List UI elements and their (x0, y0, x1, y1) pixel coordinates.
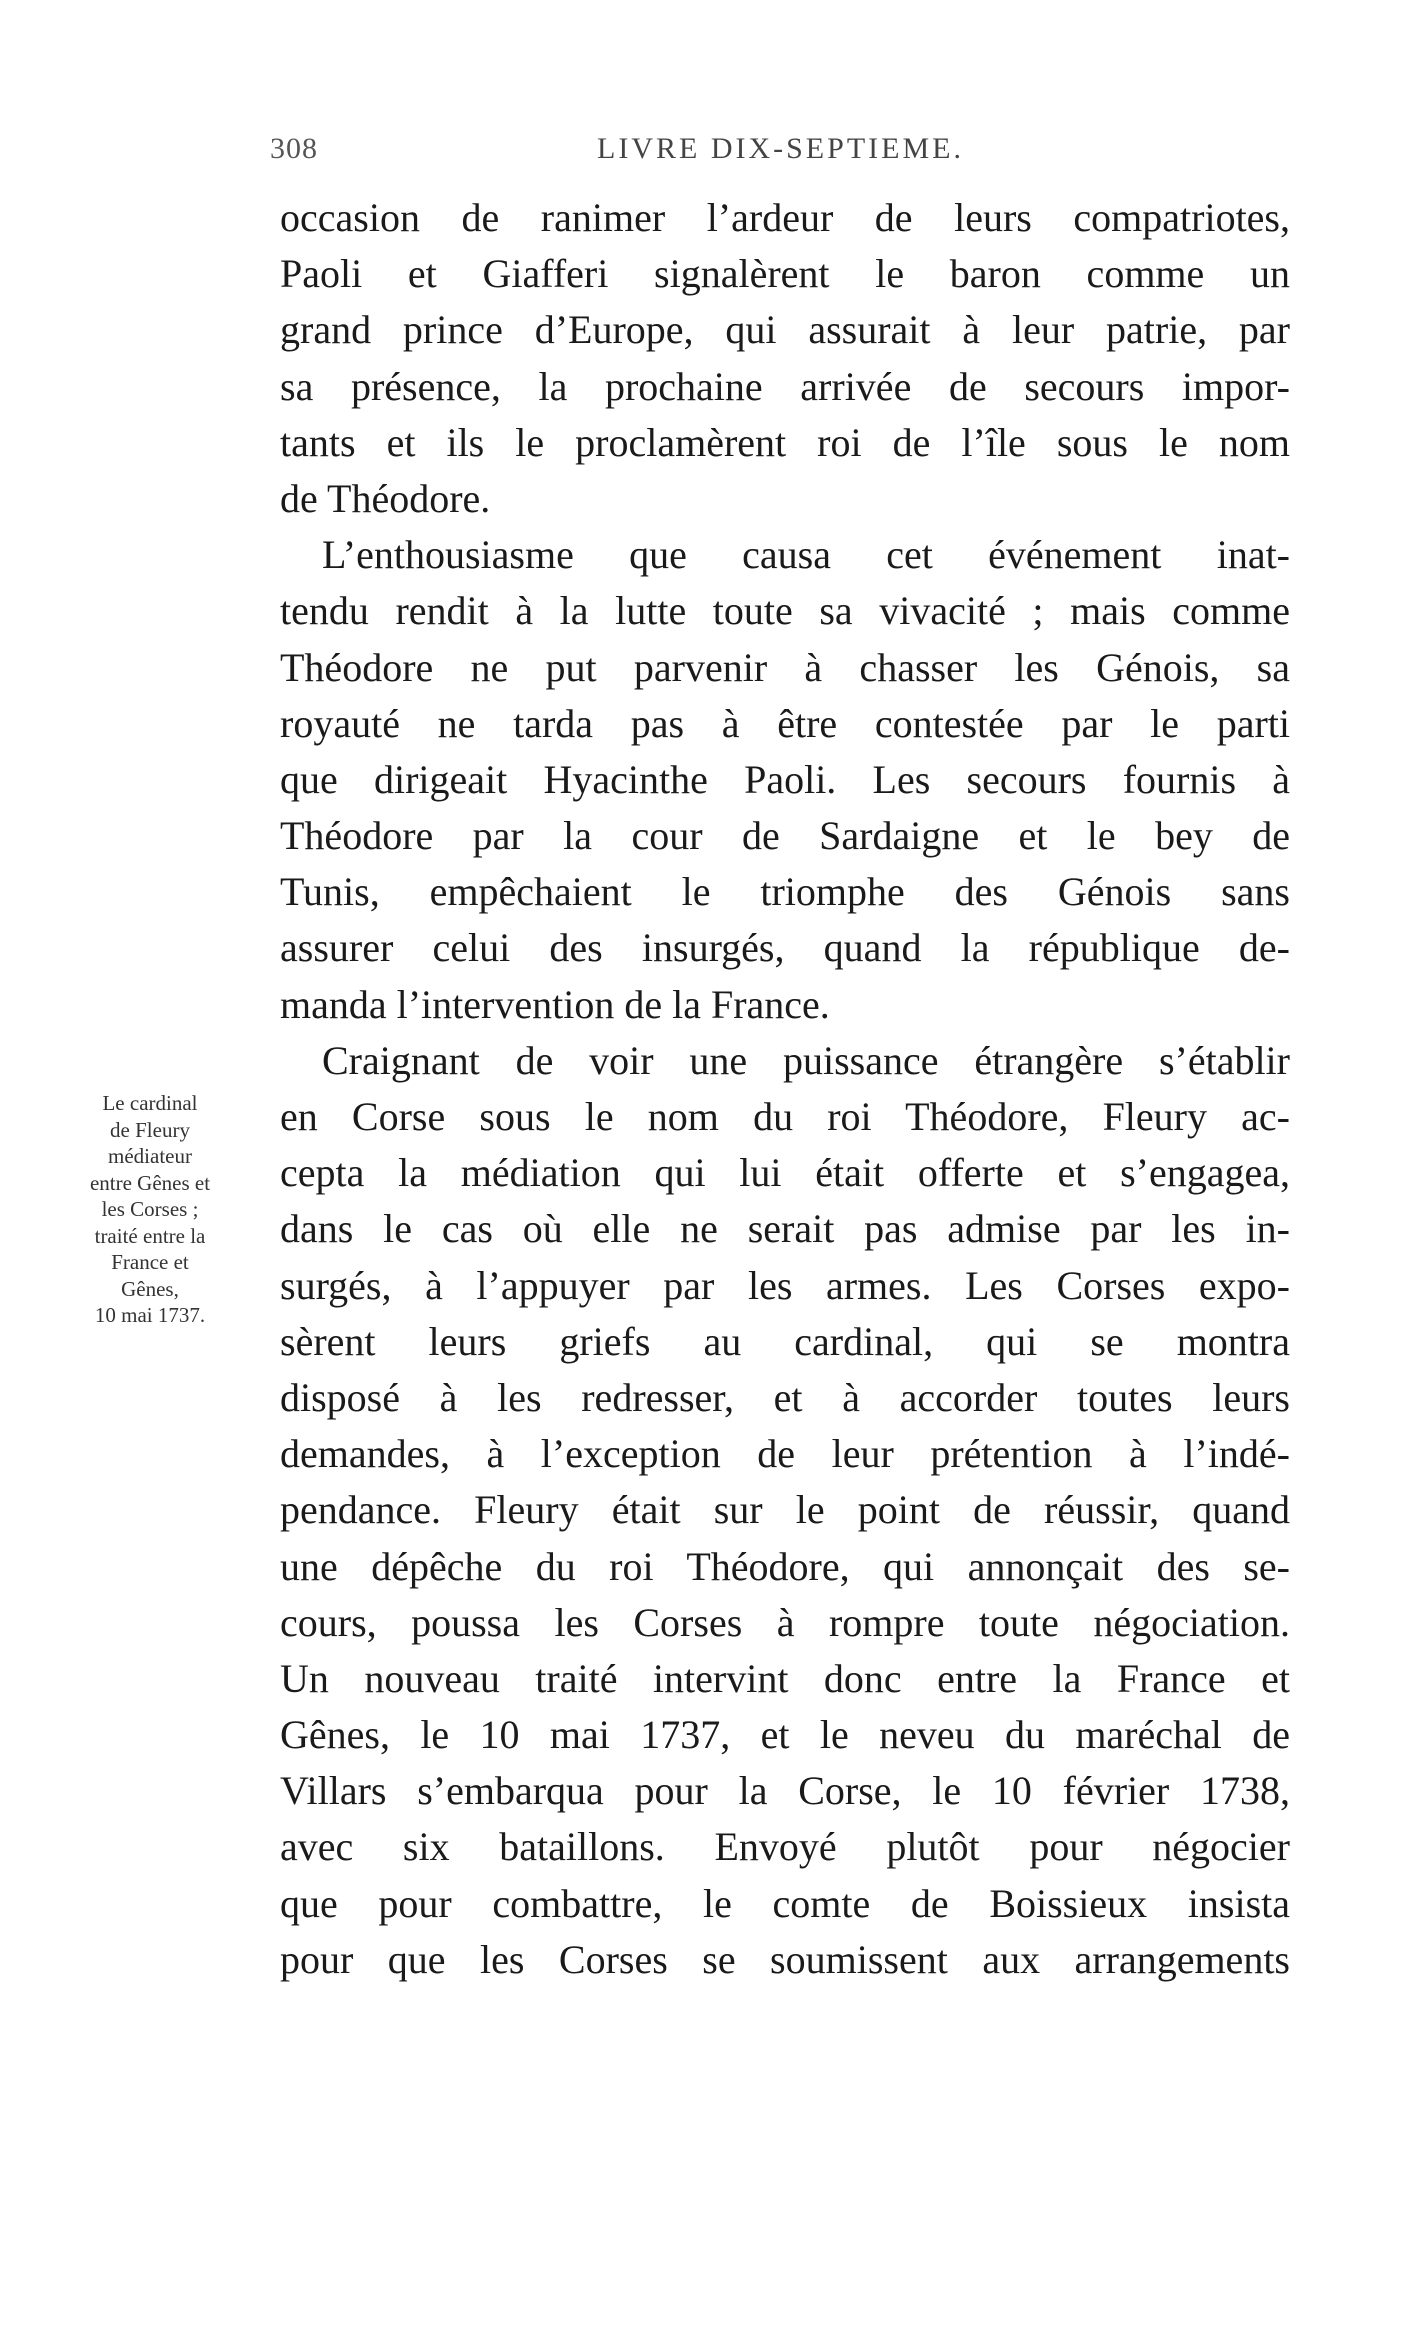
margin-note-line: médiateur (108, 1144, 192, 1168)
text-line: que pour combattre, le comte de Boissieux insista (280, 1880, 1290, 1926)
text-line: sa présence, la prochaine arrivée de secours impor- (280, 363, 1290, 409)
page-number: 308 (270, 132, 318, 165)
text-line: que dirigeait Hyacinthe Paoli. Les secours fournis à (280, 756, 1290, 802)
text-line: pendance. Fleury était sur le point de réussir, quand (280, 1487, 1290, 1533)
margin-note-line: traité entre la (94, 1223, 206, 1248)
text-line: de Théodore. (280, 475, 491, 521)
text-line: Villars s’embarqua pour la Corse, le 10 février 1738, (280, 1768, 1290, 1814)
text-line: une dépêche du roi Théodore, qui annonçait des se- (280, 1543, 1290, 1589)
text-line: Tunis, empêchaient le triomphe des Génois sans (280, 869, 1290, 915)
margin-note-line: France et (111, 1250, 189, 1274)
text-line: grand prince d’Europe, qui assurait à leur patrie, par (280, 307, 1290, 353)
text-line: dans le cas où elle ne serait pas admise par les in- (280, 1206, 1290, 1252)
text-line: Gênes, le 10 mai 1737, et le neveu du maréchal de (280, 1712, 1290, 1758)
text-line: tendu rendit à la lutte toute sa vivacité ; mais comme (280, 588, 1290, 634)
text-line: Craignant de voir une puissance étrangère s’établir (322, 1037, 1290, 1083)
text-line: cepta la médiation qui lui était offerte et s’engagea, (280, 1150, 1290, 1196)
text-line: Théodore par la cour de Sardaigne et le bey de (280, 813, 1290, 859)
text-line: assurer celui des insurgés, quand la république de- (280, 925, 1290, 971)
text-line: avec six bataillons. Envoyé plutôt pour négocier (280, 1824, 1290, 1870)
text-line: pour que les Corses se soumissent aux arrangements (280, 1936, 1290, 1982)
text-line: Paoli et Giafferi signalèrent le baron comme un (280, 251, 1290, 297)
margin-note-line: entre Gênes et (89, 1170, 211, 1195)
text-line: Théodore ne put parvenir à chasser les Génois, sa (280, 644, 1290, 690)
text-line: tants et ils le proclamèrent roi de l’île sous le nom (280, 419, 1290, 465)
margin-note-line: 10 mai 1737. (94, 1303, 206, 1327)
body-text (280, 190, 1290, 1988)
text-line: royauté ne tarda pas à être contestée par le parti (280, 700, 1290, 746)
margin-note-line: Gênes, (121, 1276, 179, 1301)
margin-note-line: les Corses ; (101, 1197, 199, 1221)
text-line: en Corse sous le nom du roi Théodore, Fleury ac- (280, 1094, 1290, 1139)
text-line: disposé à les redresser, et à accorder toutes leurs (280, 1374, 1290, 1420)
margin-note-line: de Fleury (110, 1117, 190, 1142)
text-line: Un nouveau traité intervint donc entre la France et (280, 1655, 1290, 1701)
margin-note (40, 1090, 260, 1329)
text-line: occasion de ranimer l’ardeur de leurs compatriotes, (280, 195, 1290, 240)
text-line: sèrent leurs griefs au cardinal, qui se montra (280, 1318, 1290, 1364)
running-head: LIVRE DIX-SEPTIEME. (597, 132, 964, 165)
text-line: demandes, à l’exception de leur prétention à l’indé- (280, 1431, 1290, 1477)
text-line: cours, poussa les Corses à rompre toute négociation. (280, 1599, 1290, 1645)
margin-note-line: Le cardinal (102, 1091, 198, 1115)
text-line: L’enthousiasme que causa cet événement inat- (322, 532, 1290, 578)
text-line: surgés, à l’appuyer par les armes. Les Corses expo- (280, 1262, 1290, 1308)
text-line: manda l’intervention de la France. (280, 981, 830, 1027)
